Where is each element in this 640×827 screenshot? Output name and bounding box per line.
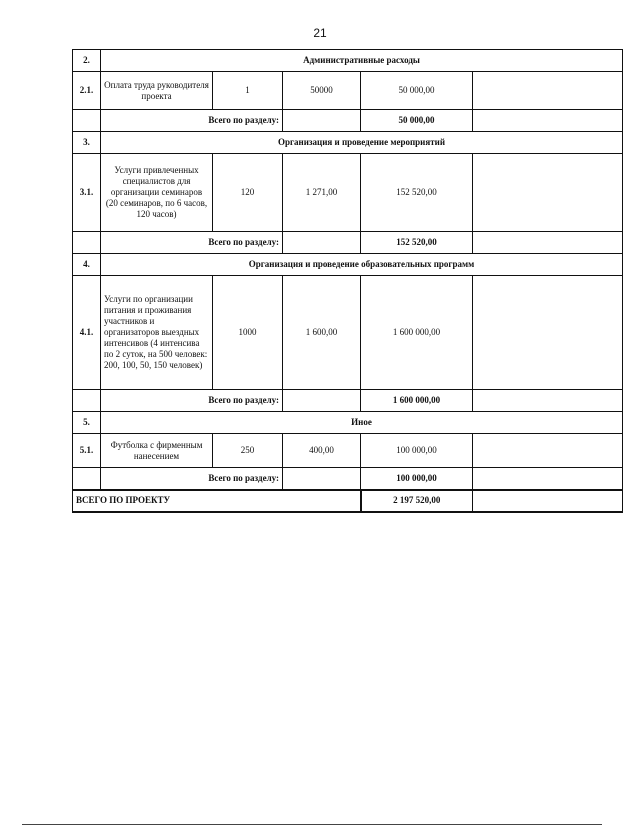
- section-total-label: Всего по разделу:: [101, 390, 283, 412]
- item-extra: [473, 276, 623, 390]
- section-header-row: [73, 50, 623, 72]
- section-title: Административные расходы: [101, 50, 623, 72]
- section-number: 4.: [73, 254, 101, 276]
- section-total-row: [73, 232, 623, 254]
- item-sum: 100 000,00: [361, 434, 473, 468]
- bottom-rule: [22, 824, 602, 825]
- item-name: Услуги привлеченных специалистов для организации семинаров (20 семинаров, по 6 часов, 120 часов): [101, 154, 213, 232]
- item-quantity: 120: [213, 154, 283, 232]
- item-number: 2.1.: [73, 72, 101, 110]
- section-title: Иное: [101, 412, 623, 434]
- item-sum: 50 000,00: [361, 72, 473, 110]
- item-name: Услуги по организации питания и проживания участников и организаторов выездных интенсивов (4 интенсива по 2 суток, на 500 человек: 200, 100, 50, 150 человек): [101, 276, 213, 390]
- item-row: [73, 154, 623, 232]
- item-row: [73, 72, 623, 110]
- item-extra: [473, 154, 623, 232]
- section-total-value: 100 000,00: [361, 468, 473, 490]
- section-header-row: [73, 132, 623, 154]
- item-price: 400,00: [283, 434, 361, 468]
- section-total-label: Всего по разделу:: [101, 232, 283, 254]
- section-number: 3.: [73, 132, 101, 154]
- item-extra: [473, 72, 623, 110]
- budget-table: [72, 49, 623, 513]
- item-number: 3.1.: [73, 154, 101, 232]
- grand-total-row: [73, 490, 623, 512]
- section-total-row: [73, 468, 623, 490]
- section-total-label: Всего по разделу:: [101, 468, 283, 490]
- item-price: 1 271,00: [283, 154, 361, 232]
- item-price: 50000: [283, 72, 361, 110]
- item-quantity: 1000: [213, 276, 283, 390]
- section-title: Организация и проведение образовательных программ: [101, 254, 623, 276]
- section-header-row: [73, 412, 623, 434]
- item-number: 4.1.: [73, 276, 101, 390]
- page-number: 21: [313, 26, 327, 40]
- section-title: Организация и проведение мероприятий: [101, 132, 623, 154]
- section-total-label: Всего по разделу:: [101, 110, 283, 132]
- item-extra: [473, 434, 623, 468]
- section-number: 2.: [73, 50, 101, 72]
- section-number: 5.: [73, 412, 101, 434]
- item-sum: 1 600 000,00: [361, 276, 473, 390]
- grand-total-value: 2 197 520,00: [361, 490, 473, 512]
- section-total-value: 50 000,00: [361, 110, 473, 132]
- item-number: 5.1.: [73, 434, 101, 468]
- grand-total-label: ВСЕГО ПО ПРОЕКТУ: [73, 490, 361, 512]
- item-row: [73, 276, 623, 390]
- section-total-row: [73, 390, 623, 412]
- section-total-value: 152 520,00: [361, 232, 473, 254]
- section-header-row: [73, 254, 623, 276]
- item-name: Оплата труда руководителя проекта: [101, 72, 213, 110]
- item-price: 1 600,00: [283, 276, 361, 390]
- item-row: [73, 434, 623, 468]
- section-total-row: [73, 110, 623, 132]
- section-total-value: 1 600 000,00: [361, 390, 473, 412]
- item-quantity: 1: [213, 72, 283, 110]
- item-sum: 152 520,00: [361, 154, 473, 232]
- item-name: Футболка с фирменным нанесением: [101, 434, 213, 468]
- item-quantity: 250: [213, 434, 283, 468]
